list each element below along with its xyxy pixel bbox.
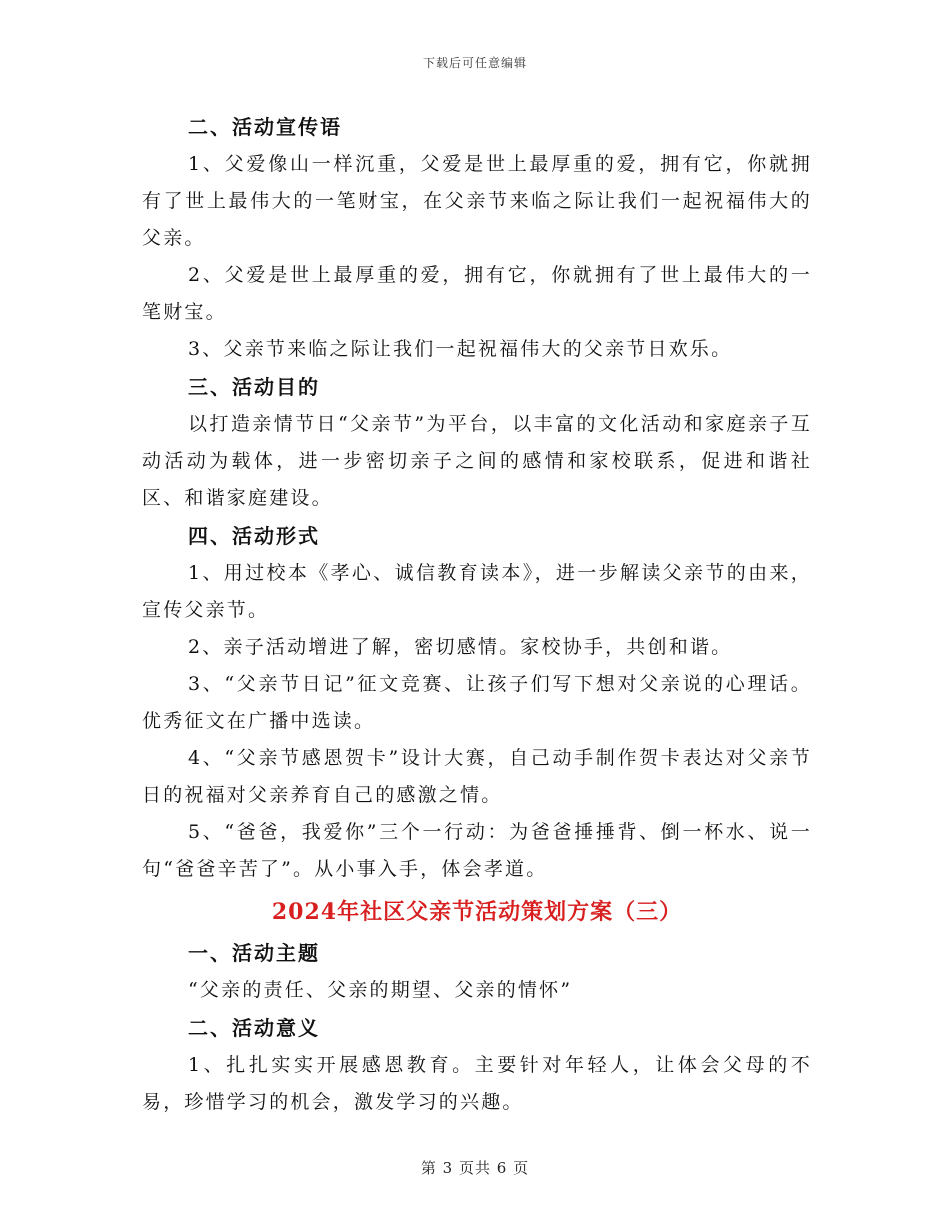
- paragraph: 2、父爱是世上最厚重的爱，拥有它，你就拥有了世上最伟大的一笔财宝。: [142, 264, 812, 323]
- paragraph: 1、父爱像山一样沉重，父爱是世上最厚重的爱，拥有它，你就拥有了世上最伟大的一笔财宝，在父亲节来临之际让我们一起祝福伟大的父亲。: [142, 153, 812, 249]
- section-heading-format: 四、活动形式: [188, 524, 320, 548]
- section-heading-theme: 一、活动主题: [188, 941, 320, 965]
- section-heading-purpose: 三、活动目的: [188, 375, 320, 399]
- paragraph: 3、“父亲节日记”征文竞赛、让孩子们写下想对父亲说的心理话。优秀征文在广播中选读。: [142, 673, 812, 732]
- paragraph: 以打造亲情节日“父亲节”为平台，以丰富的文化活动和家庭亲子互动活动为载体，进一步密切亲子之间的感情和家校联系，促进和谐社区、和谐家庭建设。: [142, 413, 812, 509]
- header-note: 下载后可任意编辑: [422, 56, 527, 70]
- paragraph: 5、“爸爸，我爱你”三个一行动：为爸爸捶捶背、倒一杯水、说一句“爸爸辛苦了”。从小事入手，体会孝道。: [142, 821, 812, 880]
- document-content: [142, 108, 812, 1121]
- page-number: 第 3 页共 6 页: [420, 1159, 530, 1177]
- paragraph: 3、父亲节来临之际让我们一起祝福伟大的父亲节日欢乐。: [188, 338, 733, 360]
- paragraph: 1、扎扎实实开展感恩教育。主要针对年轻人，让体会父母的不易，珍惜学习的机会，激发学习的兴趣。: [142, 1054, 812, 1113]
- paragraph: “父亲的责任、父亲的期望、父亲的情怀”: [188, 979, 573, 1001]
- section-heading-significance: 二、活动意义: [188, 1016, 320, 1040]
- section-heading-promotion: 二、活动宣传语: [188, 115, 342, 139]
- document-title: 2024年社区父亲节活动策划方案（三）: [271, 899, 683, 925]
- paragraph: 1、用过校本《孝心、诚信教育读本》，进一步解读父亲节的由来，宣传父亲节。: [142, 562, 812, 621]
- paragraph: 2、亲子活动增进了解，密切感情。家校协手，共创和谐。: [188, 636, 733, 658]
- paragraph: 4、“父亲节感恩贺卡”设计大赛，自己动手制作贺卡表达对父亲节日的祝福对父亲养育自己的感激之情。: [142, 747, 812, 806]
